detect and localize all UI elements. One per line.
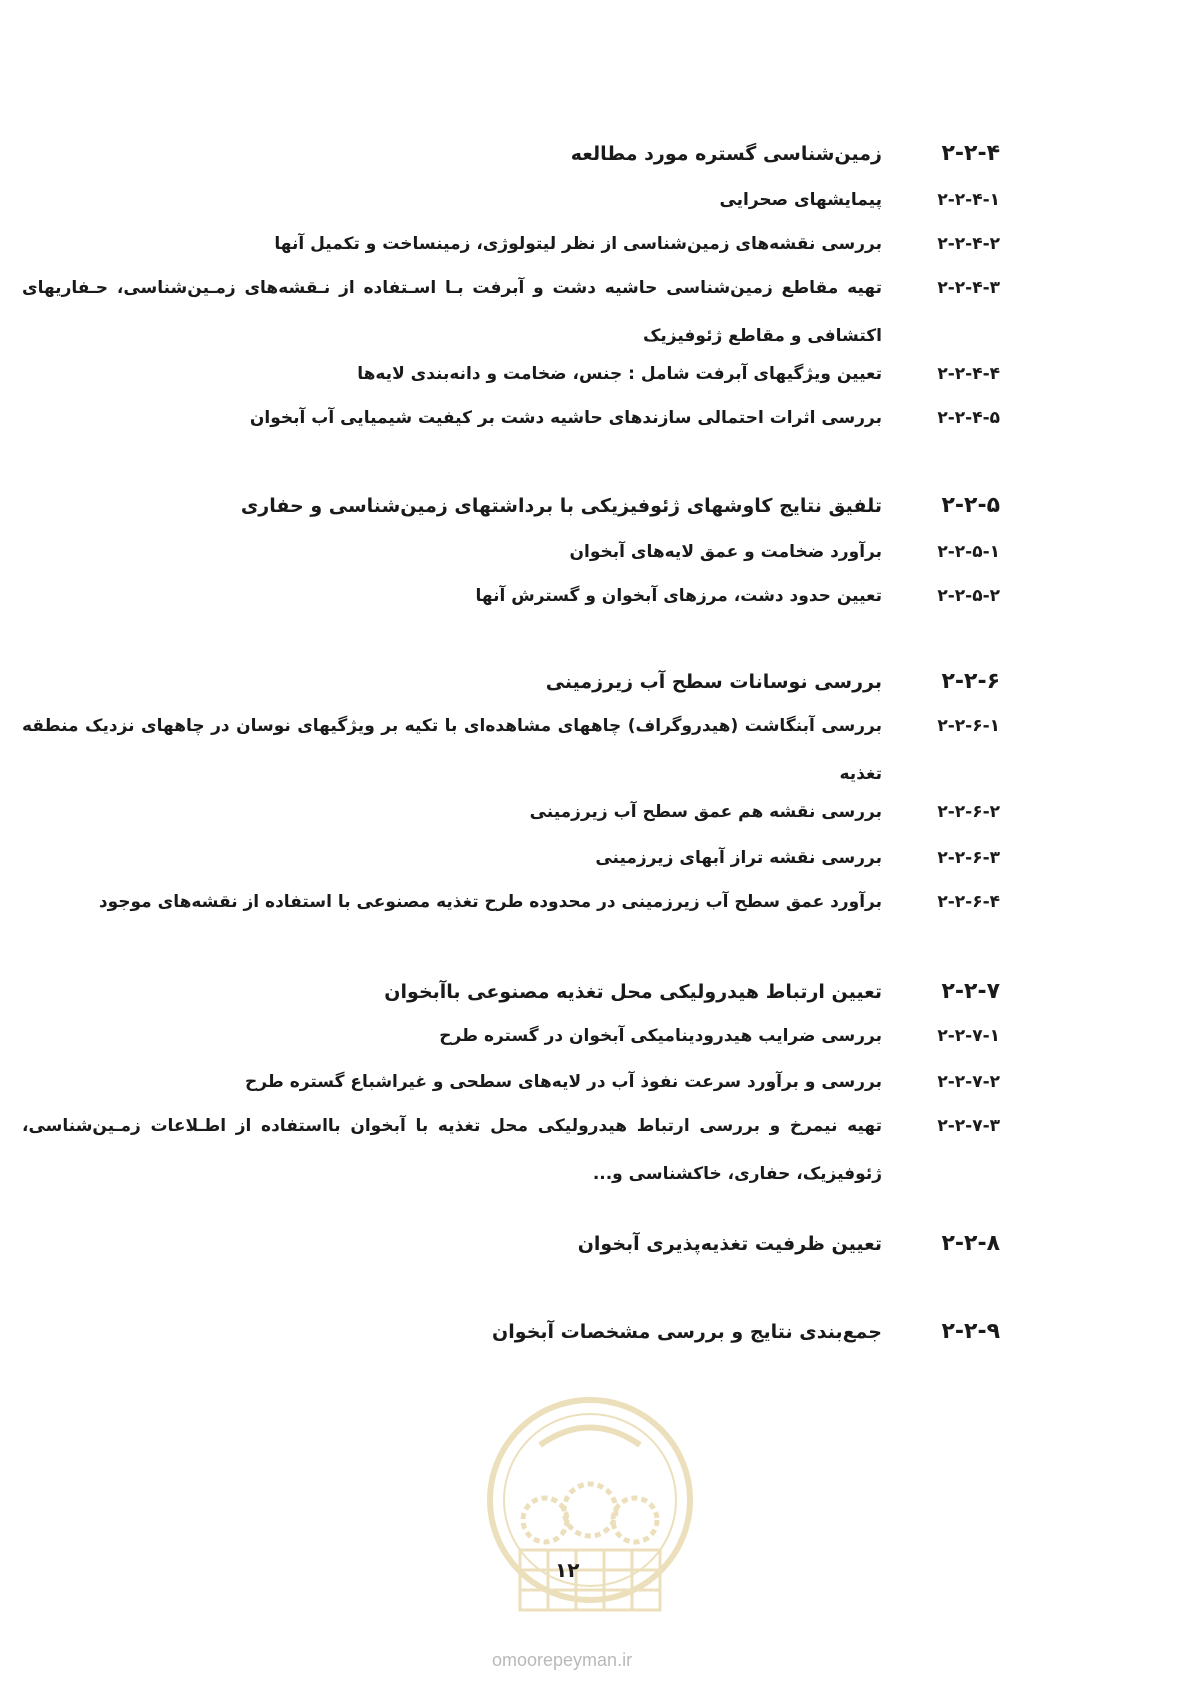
section-number: ۲-۲-۵ <box>941 493 1000 518</box>
section-title: تعیین ارتباط هیدرولیکی محل تغذیه مصنوعی باآبخوان <box>384 981 882 1003</box>
subsection-text: بررسی ضرایب هیدرودینامیکی آبخوان در گستره طرح <box>439 1026 882 1046</box>
subsection-text: پیمایشهای صحرایی <box>719 190 882 210</box>
section-number: ۲-۲-۸ <box>941 1231 1000 1256</box>
subsection-text: برآورد عمق سطح آب زیرزمینی در محدوده طرح تغذیه مصنوعی با استفاده از نقشه‌های موجود <box>98 892 882 912</box>
subsection-number: ۲-۲-۴-۵ <box>937 408 1000 428</box>
subsection-text: برآورد ضخامت و عمق لایه‌های آبخوان <box>569 542 882 562</box>
subsection-text: بررسی آبنگاشت (هیدروگراف) چاههای مشاهده‌ای با تکیه بر ویژگیهای نوسان در چاههای نزدیک منطقه تغذیه <box>22 716 882 784</box>
subsection-number: ۲-۲-۷-۲ <box>937 1072 1000 1092</box>
subsection-number: ۲-۲-۴-۱ <box>937 190 1000 210</box>
subsection-number: ۲-۲-۴-۳ <box>937 278 1000 298</box>
subsection-text: بررسی نقشه تراز آبهای زیرزمینی <box>595 848 882 868</box>
section-title: تعیین ظرفیت تغذیه‌پذیری آبخوان <box>577 1233 882 1255</box>
watermark-site: omoorepeyman.ir <box>492 1650 633 1670</box>
section-number: ۲-۲-۷ <box>941 979 1000 1004</box>
subsection-text: تهیه نیمرخ و بررسی ارتباط هیدرولیکی محل تغذیه با آبخوان بااستفاده از اطـلاعات زمـین‌شناسی، ژئوفیزیک، حفاری، خاکشناسی و... <box>22 1116 882 1184</box>
subsection-number: ۲-۲-۴-۴ <box>937 364 1000 384</box>
section-title: بررسی نوسانات سطح آب زیرزمینی <box>545 671 882 693</box>
subsection-number: ۲-۲-۶-۱ <box>937 716 1000 736</box>
section-title: زمین‌شناسی گستره مورد مطالعه <box>570 143 882 165</box>
subsection-number: ۲-۲-۴-۲ <box>937 234 1000 254</box>
subsection-number: ۲-۲-۶-۲ <box>937 802 1000 822</box>
section-title: تلفیق نتایج کاوشهای ژئوفیزیکی با برداشتهای زمین‌شناسی و حفاری <box>240 495 882 517</box>
subsection-text: تعیین ویژگیهای آبرفت شامل : جنس، ضخامت و دانه‌بندی لایه‌ها <box>357 364 882 384</box>
section-title: جمع‌بندی نتایج و بررسی مشخصات آبخوان <box>492 1321 882 1343</box>
subsection-text: تهیه مقاطع زمین‌شناسی حاشیه دشت و آبرفت بـا اسـتفاده از نـقشه‌های زمـین‌شناسی، حـفاریهای اکتشافی و مقاطع ژئوفیزیک <box>22 278 882 346</box>
subsection-number: ۲-۲-۷-۳ <box>937 1116 1000 1136</box>
subsection-number: ۲-۲-۶-۴ <box>937 892 1000 912</box>
subsection-number: ۲-۲-۵-۱ <box>937 542 1000 562</box>
subsection-text: بررسی نقشه هم عمق سطح آب زیرزمینی <box>529 802 882 822</box>
section-number: ۲-۲-۹ <box>941 1319 1000 1344</box>
subsection-number: ۲-۲-۵-۲ <box>937 586 1000 606</box>
subsection-text: تعیین حدود دشت، مرزهای آبخوان و گسترش آنها <box>475 586 882 606</box>
page-number: ۱۲ <box>555 1558 580 1582</box>
subsection-text: بررسی و برآورد سرعت نفوذ آب در لایه‌های سطحی و غیراشباع گستره طرح <box>244 1072 882 1092</box>
subsection-text: بررسی نقشه‌های زمین‌شناسی از نظر لیتولوژی، زمینساخت و تکمیل آنها <box>274 234 882 254</box>
subsection-number: ۲-۲-۷-۱ <box>937 1026 1000 1046</box>
section-number: ۲-۲-۶ <box>941 669 1000 694</box>
subsection-number: ۲-۲-۶-۳ <box>937 848 1000 868</box>
section-number: ۲-۲-۴ <box>941 141 1000 166</box>
subsection-text: بررسی اثرات احتمالی سازندهای حاشیه دشت بر کیفیت شیمیایی آب آبخوان <box>249 408 882 428</box>
